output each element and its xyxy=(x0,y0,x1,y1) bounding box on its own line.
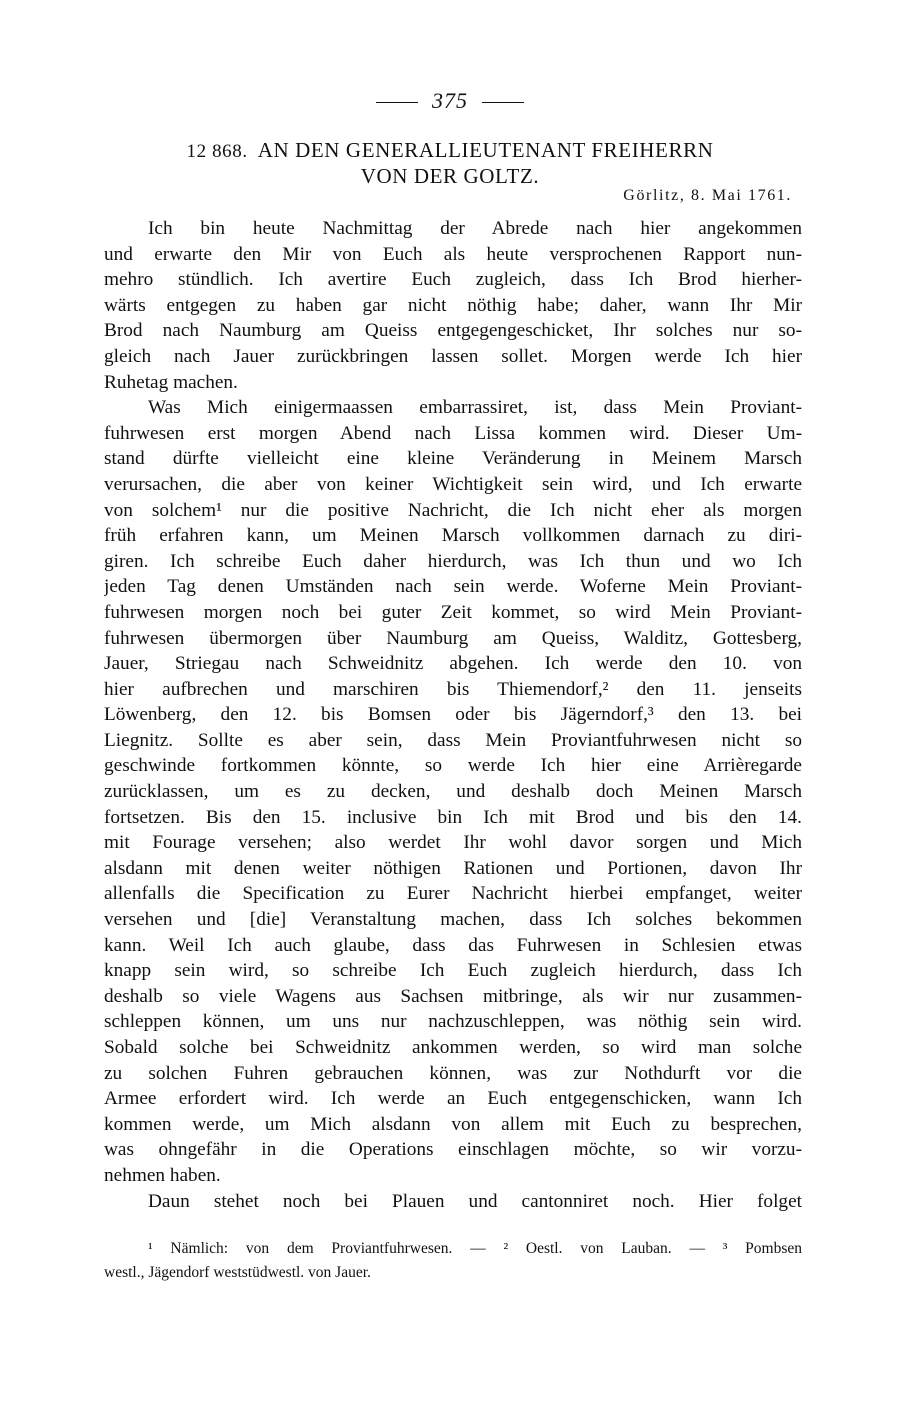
body-line: was ohngefähr in die Operations einschlagen möchte, so wir vorzu- xyxy=(104,1139,802,1161)
body-line: kann. Weil Ich auch glaube, dass das Fuhrwesen in Schlesien etwas xyxy=(104,934,802,956)
body-line: deshalb so viele Wagens aus Sachsen mitbringe, als wir nur zusammen- xyxy=(104,985,802,1007)
body-line: zurücklassen, um es zu decken, und deshalb doch Meinen Marsch xyxy=(104,781,802,803)
letter-heading xyxy=(100,138,800,189)
body-line: schleppen können, um uns nur nachzuschleppen, was nöthig sein wird. xyxy=(104,1011,802,1033)
dash-right xyxy=(482,102,524,103)
dash-left xyxy=(376,102,418,103)
body-line: Sobald solche bei Schweidnitz ankommen werden, so wird man solche xyxy=(104,1037,802,1058)
body-line: stand dürfte vielleicht eine kleine Veränderung in Meinem Marsch xyxy=(104,448,802,470)
body-line: Brod nach Naumburg am Queiss entgegengeschicket, Ihr solches nur so- xyxy=(104,320,802,342)
body-line: Armee erfordert wird. Ich werde an Euch entgegenschicken, wann Ich xyxy=(104,1088,802,1110)
body-line: Was Mich einigermaassen embarrassiret, ist, dass Mein Proviant- xyxy=(148,397,802,419)
body-line: giren. Ich schreibe Euch daher hierdurch, was Ich thun und wo Ich xyxy=(104,550,802,572)
body-line: nehmen haben. xyxy=(104,1164,221,1186)
footnote-line: ¹ Nämlich: von dem Proviantfuhrwesen. — ² Oestl. von Lauban. — ³ Pombsen xyxy=(148,1240,802,1257)
body-line: mit Fourage versehen; also werdet Ihr wohl davor sorgen und Mich xyxy=(104,832,802,854)
letter-body xyxy=(104,216,802,1214)
body-line: Liegnitz. Sollte es aber sein, dass Mein Proviantfuhrwesen nicht so xyxy=(104,729,802,751)
body-line: mehro stündlich. Ich avertire Euch zugleich, dass Ich Brod hierher- xyxy=(104,269,802,291)
page-number-text: 375 xyxy=(432,88,468,113)
footnote-line: westl., Jägendorf weststüdwestl. von Jauer. xyxy=(104,1264,371,1281)
heading-line-2: VON DER GOLTZ. xyxy=(360,164,540,188)
heading-line-1-text: AN DEN GENERALLIEUTENANT FREIHERRN xyxy=(257,138,714,162)
body-line: Ruhetag machen. xyxy=(104,371,238,393)
body-line: Jauer, Striegau nach Schweidnitz abgehen. Ich werde den 10. von xyxy=(104,653,802,675)
body-line: alsdann mit denen weiter nöthigen Rationen und Portionen, davon Ihr xyxy=(104,857,802,879)
document-number: 12 868. xyxy=(186,141,248,162)
body-line: Löwenberg, den 12. bis Bomsen oder bis Jägerndorf,³ den 13. bei xyxy=(104,704,802,726)
body-line: fuhrwesen übermorgen über Naumburg am Queiss, Walditz, Gottesberg, xyxy=(104,627,802,649)
dateline: Görlitz, 8. Mai 1761. xyxy=(623,187,792,204)
body-line: fuhrwesen erst morgen Abend nach Lissa kommen wird. Dieser Um- xyxy=(104,422,802,444)
body-line: hier aufbrechen und marschiren bis Thiemendorf,² den 11. jenseits xyxy=(104,678,802,700)
body-line: versehen und [die] Veranstaltung machen, dass Ich solches bekommen xyxy=(104,909,802,931)
body-line: Daun stehet noch bei Plauen und cantonniret noch. Hier folget xyxy=(148,1190,802,1212)
body-line: jeden Tag denen Umständen nach sein werde. Woferne Mein Proviant- xyxy=(104,576,802,598)
body-line: und erwarte den Mir von Euch als heute versprochenen Rapport nun- xyxy=(104,243,802,265)
body-line: Ich bin heute Nachmittag der Abrede nach hier angekommen xyxy=(148,218,802,239)
body-line: wärts entgegen zu haben gar nicht nöthig habe; daher, wann Ihr Mir xyxy=(104,294,802,316)
body-line: verursachen, die aber von keiner Wichtigkeit sein wird, und Ich erwarte xyxy=(104,473,802,495)
body-line: kommen werde, um Mich alsdann von allem mit Euch zu besprechen, xyxy=(104,1113,802,1135)
body-line: allenfalls die Specification zu Eurer Nachricht hierbei empfanget, weiter xyxy=(104,883,802,905)
body-line: fortsetzen. Bis den 15. inclusive bin Ich mit Brod und bis den 14. xyxy=(104,806,802,828)
body-line: zu solchen Fuhren gebrauchen können, was zur Nothdurft vor die xyxy=(104,1062,802,1084)
body-line: knapp sein wird, so schreibe Ich Euch zugleich hierdurch, dass Ich xyxy=(104,960,802,982)
body-line: von solchem¹ nur die positive Nachricht, die Ich nicht eher als morgen xyxy=(104,499,802,521)
footnotes xyxy=(104,1237,802,1285)
body-line: früh erfahren kann, um Meinen Marsch vollkommen darnach zu diri- xyxy=(104,525,802,547)
body-line: gleich nach Jauer zurückbringen lassen sollet. Morgen werde Ich hier xyxy=(104,345,802,367)
body-line: geschwinde fortkommen könnte, so werde Ich hier eine Arrièregarde xyxy=(104,755,802,777)
body-line: fuhrwesen morgen noch bei guter Zeit kommet, so wird Mein Proviant- xyxy=(104,601,802,623)
page-number xyxy=(0,88,900,114)
heading-line-1 xyxy=(100,138,800,164)
